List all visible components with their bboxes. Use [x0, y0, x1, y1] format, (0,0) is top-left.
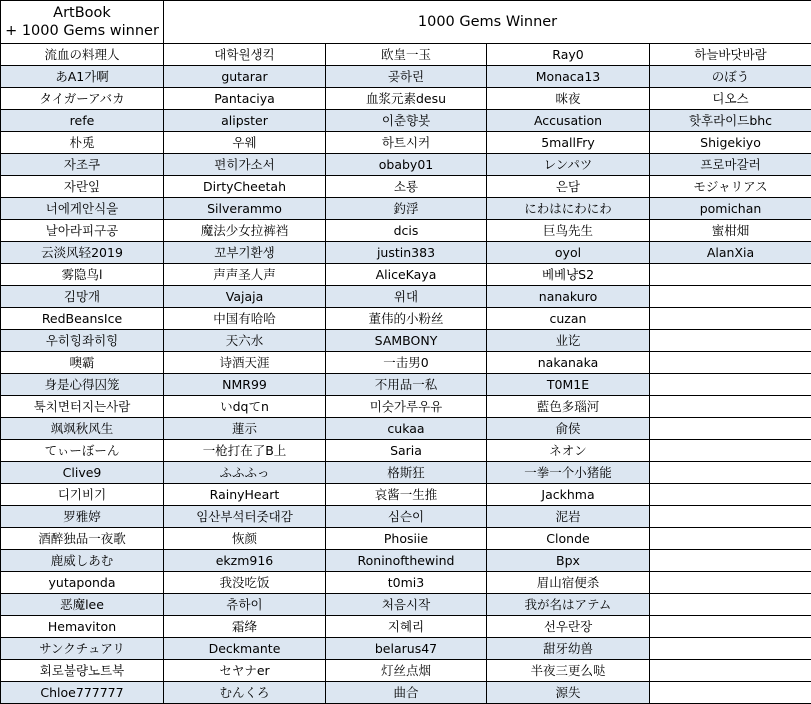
table-cell: 핫후라이드bhc: [650, 110, 811, 132]
table-cell: RedBeansIce: [1, 308, 164, 330]
table-cell: 대학원생킥: [164, 44, 326, 66]
table-cell: t0mi3: [326, 572, 487, 594]
table-cell: 5mallFry: [487, 132, 650, 154]
table-cell: 俞侯: [487, 418, 650, 440]
header-artbook-winner: [1, 1, 164, 44]
table-cell: 임산부석터줏대감: [164, 506, 326, 528]
table-cell: [650, 308, 811, 330]
table-cell: 츄하이: [164, 594, 326, 616]
table-cell: Shigekiyo: [650, 132, 811, 154]
table-cell: 声声圣人声: [164, 264, 326, 286]
table-row: [1, 484, 811, 506]
table-cell: 자란잎: [1, 176, 164, 198]
table-row: [1, 506, 811, 528]
table-body: [1, 44, 811, 704]
table-row: [1, 660, 811, 682]
table-cell: NMR99: [164, 374, 326, 396]
table-cell: 雾隐鸟l: [1, 264, 164, 286]
table-row: [1, 154, 811, 176]
table-cell: 지혜리: [326, 616, 487, 638]
header-gems-winner: 1000 Gems Winner: [164, 1, 811, 44]
table-cell: 魔法少女拉裤裆: [164, 220, 326, 242]
table-cell: obaby01: [326, 154, 487, 176]
table-cell: [650, 330, 811, 352]
table-row: [1, 616, 811, 638]
table-row: [1, 220, 811, 242]
table-row: [1, 550, 811, 572]
table-cell: モジャリアス: [650, 176, 811, 198]
table-cell: 위대: [326, 286, 487, 308]
table-cell: 소룡: [326, 176, 487, 198]
table-cell: 하트시커: [326, 132, 487, 154]
table-row: [1, 528, 811, 550]
table-cell: 飒飒秋风生: [1, 418, 164, 440]
table-cell: [650, 440, 811, 462]
table-row: [1, 440, 811, 462]
table-row: [1, 110, 811, 132]
table-cell: pomichan: [650, 198, 811, 220]
table-row: [1, 176, 811, 198]
table-cell: Clonde: [487, 528, 650, 550]
table-row: [1, 594, 811, 616]
table-row: [1, 286, 811, 308]
table-cell: [650, 572, 811, 594]
table-cell: yutaponda: [1, 572, 164, 594]
table-row: [1, 396, 811, 418]
table-cell: あA1가啊: [1, 66, 164, 88]
table-cell: justin383: [326, 242, 487, 264]
table-cell: 眉山宿便杀: [487, 572, 650, 594]
table-cell: Roninofthewind: [326, 550, 487, 572]
table-cell: 김망개: [1, 286, 164, 308]
table-cell: レンパツ: [487, 154, 650, 176]
table-cell: Phosiie: [326, 528, 487, 550]
table-cell: 业讫: [487, 330, 650, 352]
table-cell: 처음시작: [326, 594, 487, 616]
table-cell: むんくろ: [164, 682, 326, 704]
table-cell: 一击男0: [326, 352, 487, 374]
table-cell: 디오스: [650, 88, 811, 110]
table-row: [1, 242, 811, 264]
table-cell: 一拳一个小猪能: [487, 462, 650, 484]
table-cell: 董伟的小粉丝: [326, 308, 487, 330]
table-cell: 一枪打在了B上: [164, 440, 326, 462]
table-cell: [650, 682, 811, 704]
table-cell: dcis: [326, 220, 487, 242]
table-cell: 中国有哈哈: [164, 308, 326, 330]
table-cell: 선우란장: [487, 616, 650, 638]
table-row: [1, 638, 811, 660]
table-row: [1, 330, 811, 352]
table-cell: 恢颜: [164, 528, 326, 550]
table-cell: 恶魔lee: [1, 594, 164, 616]
table-cell: にわはにわにわ: [487, 198, 650, 220]
table-cell: [650, 616, 811, 638]
table-cell: oyol: [487, 242, 650, 264]
table-cell: 我が名はアテム: [487, 594, 650, 616]
table-cell: gutarar: [164, 66, 326, 88]
table-cell: alipster: [164, 110, 326, 132]
table-cell: 天六水: [164, 330, 326, 352]
table-cell: SAMBONY: [326, 330, 487, 352]
table-cell: 罗雅婷: [1, 506, 164, 528]
table-cell: 流血の料理人: [1, 44, 164, 66]
table-cell: Deckmante: [164, 638, 326, 660]
table-cell: refe: [1, 110, 164, 132]
table-row: [1, 572, 811, 594]
table-cell: 藍色多瑙河: [487, 396, 650, 418]
table-cell: 디기비기: [1, 484, 164, 506]
table-cell: 欧皇一玉: [326, 44, 487, 66]
table-row: [1, 462, 811, 484]
table-cell: AliceKaya: [326, 264, 487, 286]
table-cell: 곶하린: [326, 66, 487, 88]
table-cell: [650, 484, 811, 506]
table-cell: 云淡风轻2019: [1, 242, 164, 264]
table-cell: [650, 660, 811, 682]
table-cell: 鹿威しあむ: [1, 550, 164, 572]
table-cell: ふふふっ: [164, 462, 326, 484]
table-cell: 噢霸: [1, 352, 164, 374]
table-cell: nanakuro: [487, 286, 650, 308]
table-cell: 釣浮: [326, 198, 487, 220]
table-cell: 너에게안식을: [1, 198, 164, 220]
table-cell: Ray0: [487, 44, 650, 66]
table-cell: 꼬부기환생: [164, 242, 326, 264]
table-cell: 툭치면터지는사람: [1, 396, 164, 418]
table-cell: 프로마갈러: [650, 154, 811, 176]
table-cell: 蓮示: [164, 418, 326, 440]
table-cell: 身是心得囚笼: [1, 374, 164, 396]
table-cell: 우히힝좌히힝: [1, 330, 164, 352]
table-cell: 格斯狂: [326, 462, 487, 484]
header-artbook-line2: + 1000 Gems winner: [1, 22, 163, 40]
header-row: [1, 1, 811, 44]
table-cell: 血浆元素desu: [326, 88, 487, 110]
table-cell: 회로불량노트북: [1, 660, 164, 682]
table-cell: [650, 352, 811, 374]
table-cell: 哀酱一生推: [326, 484, 487, 506]
table-cell: belarus47: [326, 638, 487, 660]
table-cell: 源失: [487, 682, 650, 704]
table-cell: Silverammo: [164, 198, 326, 220]
table-cell: [650, 594, 811, 616]
table-cell: [650, 418, 811, 440]
table-row: [1, 132, 811, 154]
table-cell: Saria: [326, 440, 487, 462]
table-cell: 하늘바닷바람: [650, 44, 811, 66]
table-row: [1, 418, 811, 440]
table-cell: cukaa: [326, 418, 487, 440]
table-cell: 은담: [487, 176, 650, 198]
table-row: [1, 264, 811, 286]
table-cell: 我没吃饭: [164, 572, 326, 594]
table-cell: いdqてn: [164, 396, 326, 418]
table-cell: 诗酒天涯: [164, 352, 326, 374]
table-cell: Monaca13: [487, 66, 650, 88]
table-cell: 미숫가루우유: [326, 396, 487, 418]
table-cell: 베베냥S2: [487, 264, 650, 286]
table-cell: 蜜柑畑: [650, 220, 811, 242]
table-cell: ネオン: [487, 440, 650, 462]
table-cell: 霜绛: [164, 616, 326, 638]
table-row: [1, 44, 811, 66]
table-cell: T0M1E: [487, 374, 650, 396]
table-cell: 泥岩: [487, 506, 650, 528]
table-cell: 날아라피구공: [1, 220, 164, 242]
table-cell: セヤナer: [164, 660, 326, 682]
table-cell: サンクチュアリ: [1, 638, 164, 660]
table-cell: 曲合: [326, 682, 487, 704]
table-row: [1, 198, 811, 220]
table-cell: Chloe777777: [1, 682, 164, 704]
table-cell: [650, 374, 811, 396]
table-cell: [650, 550, 811, 572]
table-cell: [650, 264, 811, 286]
table-cell: [650, 528, 811, 550]
table-cell: 우웨: [164, 132, 326, 154]
table-cell: Vajaja: [164, 286, 326, 308]
table-row: [1, 308, 811, 330]
table-row: [1, 88, 811, 110]
table-cell: 灯丝点烟: [326, 660, 487, 682]
table-cell: [650, 506, 811, 528]
table-cell: Clive9: [1, 462, 164, 484]
table-cell: RainyHeart: [164, 484, 326, 506]
table-row: [1, 374, 811, 396]
table-cell: 편히가소서: [164, 154, 326, 176]
table-cell: [650, 396, 811, 418]
table-cell: cuzan: [487, 308, 650, 330]
table-cell: てぃーぼーん: [1, 440, 164, 462]
table-cell: 半夜三更么哒: [487, 660, 650, 682]
table-cell: のぼう: [650, 66, 811, 88]
table-cell: 咪夜: [487, 88, 650, 110]
table-cell: 不用品一私: [326, 374, 487, 396]
table-row: [1, 682, 811, 704]
table-cell: Hemaviton: [1, 616, 164, 638]
table-cell: タイガーアバカ: [1, 88, 164, 110]
table-row: [1, 66, 811, 88]
table-cell: 酒醉独品一夜歌: [1, 528, 164, 550]
table-cell: Jackhma: [487, 484, 650, 506]
table-cell: [650, 638, 811, 660]
header-artbook-line1: ArtBook: [1, 4, 163, 22]
table-cell: [650, 462, 811, 484]
table-cell: AlanXia: [650, 242, 811, 264]
table-cell: 심슨이: [326, 506, 487, 528]
table-cell: Pantaciya: [164, 88, 326, 110]
table-row: [1, 352, 811, 374]
table-cell: DirtyCheetah: [164, 176, 326, 198]
table-cell: 巨鸟先生: [487, 220, 650, 242]
table-cell: Accusation: [487, 110, 650, 132]
table-cell: 자조쿠: [1, 154, 164, 176]
table-cell: 朴兎: [1, 132, 164, 154]
table-cell: [650, 286, 811, 308]
table-cell: Bpx: [487, 550, 650, 572]
table-cell: 이춘향봇: [326, 110, 487, 132]
table-cell: 甜牙幼兽: [487, 638, 650, 660]
table-cell: nakanaka: [487, 352, 650, 374]
table-cell: ekzm916: [164, 550, 326, 572]
